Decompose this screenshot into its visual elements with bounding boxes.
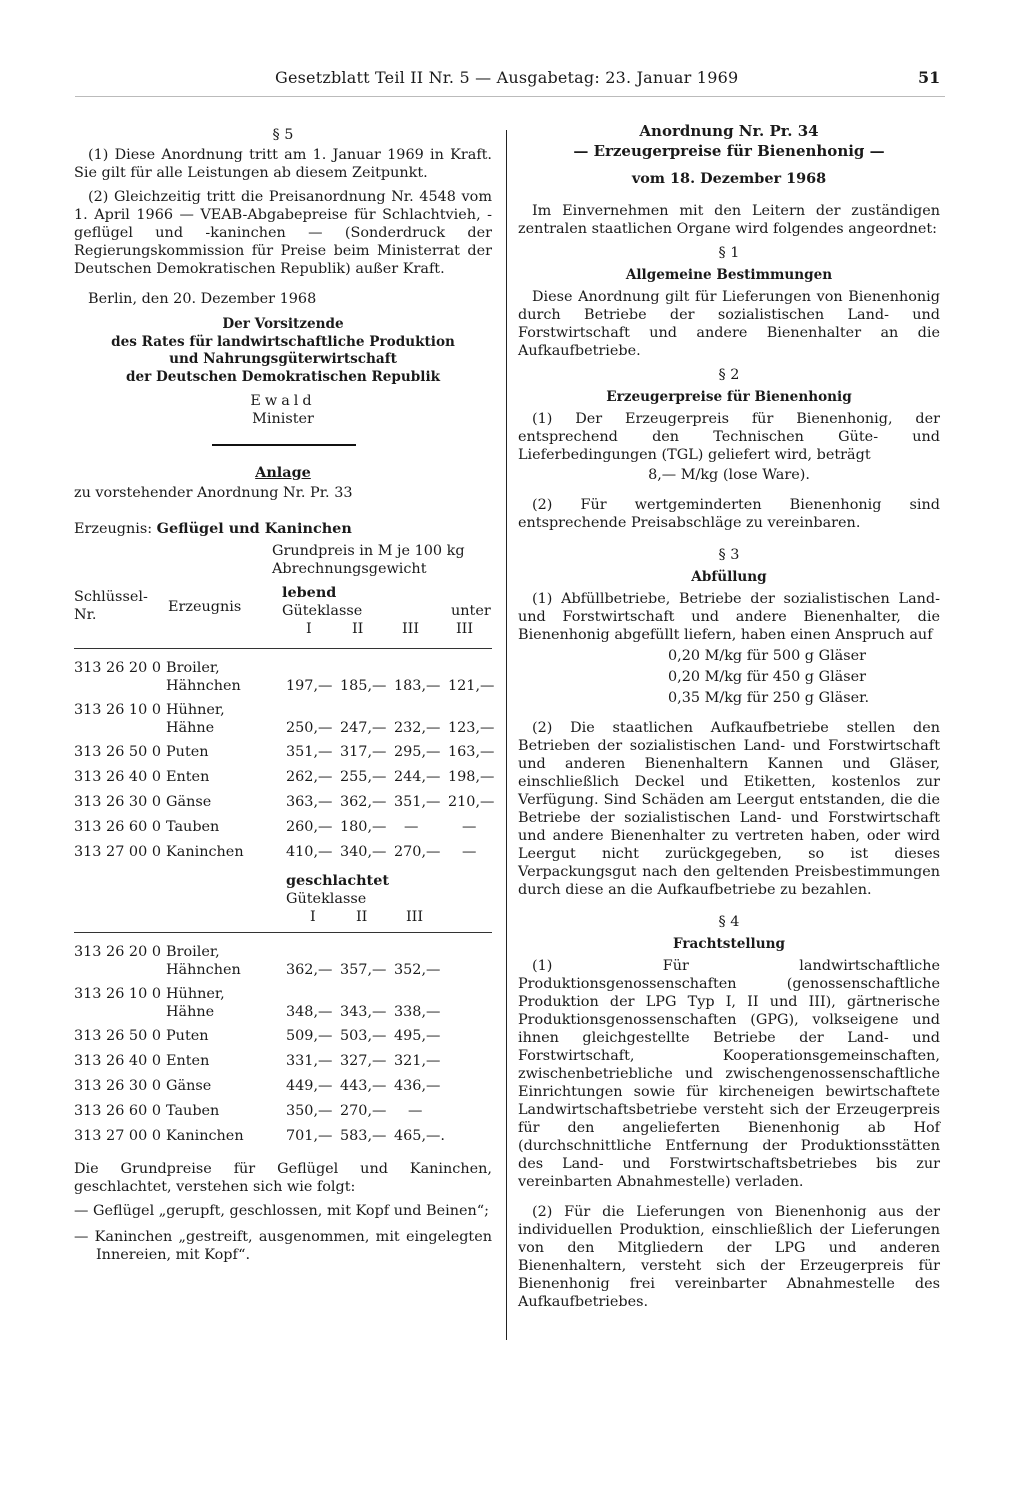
section-4-para-1: (1) Für landwirtschaftliche Produktionsgenossenschaften (genossenschaftliche Produktion der LPG Typ I, II und III), gärtnerische Produktionsgenossenschaften (GPG), volkseigene und ihnen gleichgestellte Betriebe der Land- und Forstwirtschaft, Kooperationsgemeinschaften, zwischenbetriebliche und zwischengenossenschaftliche Einrichtungen sowie für kircheneigen bewirtschaftete Landwirtschaftsbetriebe versteht sich der Erzeugerpreis für den angelieferten Bienenhonig ab Hof (durchschnittliche Entfernung der Produktionsstätten des Land- und Forstwirtschaftsbetriebes bis zur vereinbarten Abnahmestelle) verladen. [518,958,940,1190]
section-2-marker: § 2 [718,367,740,383]
key-number-cell: 313 26 30 0 [74,1078,161,1094]
price-cell: 185,— [340,678,387,694]
product-name-cell: Kaninchen [166,844,244,860]
product-name-cell: Gänse [166,794,212,810]
key-number-cell: 313 26 50 0 [74,1028,161,1044]
th-key-2: Nr. [74,607,97,623]
price-cell: 583,— [340,1128,387,1144]
th-grade-3: III [406,909,424,925]
th-live: lebend [282,584,337,601]
price-cell: 250,— [286,720,333,736]
price-cell: 443,— [340,1078,387,1094]
price-cell: 352,— [394,962,441,978]
signer-title: Minister [252,411,314,427]
live-table-rule [74,648,492,649]
column-divider [506,130,507,1340]
table-row [74,985,492,1027]
page-number: 51 [918,68,941,87]
table-row [74,1077,492,1102]
section-2-para-2: (2) Für wertgeminderten Bienenhonig sind entsprechende Preisabschläge zu vereinbaren. [518,497,940,531]
price-cell: 362,— [340,794,387,810]
product-name-cell: Broiler, [166,660,220,676]
product-name-cell: Hähne [166,720,215,736]
th-grade-1: I [310,909,316,925]
key-number-cell: 313 27 00 0 [74,1128,161,1144]
th-grade-1: I [306,621,312,637]
signature-line-3: und Nahrungsgüterwirtschaft [169,351,397,367]
th-grade-2: II [356,909,368,925]
key-number-cell: 313 26 30 0 [74,794,161,810]
product-name-cell: Puten [166,1028,209,1044]
price-cell: 180,— [340,819,387,835]
table-row [74,1102,492,1127]
price-cell: 247,— [340,720,387,736]
price-cell: 348,— [286,1004,333,1020]
table-row [74,818,492,843]
price-cell: — [404,819,419,835]
slaughtered-table-header [74,872,492,928]
section-4-heading: Frachtstellung [672,936,785,952]
product-name-cell: Broiler, [166,944,220,960]
product-label: Erzeugnis: [74,521,153,537]
signature-block [74,316,492,428]
signature-line-4: der Deutschen Demokratischen Republik [125,368,441,385]
price-cell: 255,— [340,769,387,785]
table-row [74,659,495,701]
table-row [74,1027,492,1052]
key-number-cell: 313 26 10 0 [74,986,161,1002]
price-cell: 317,— [340,744,387,760]
price-cell: 197,— [286,678,333,694]
section-5-para-1: (1) Diese Anordnung tritt am 1. Januar 1969 in Kraft. Sie gilt für alle Leistungen ab diesem Zeitpunkt. [74,147,492,181]
section-3-para-2: (2) Die staatlichen Aufkaufbetriebe stellen den Betrieben der sozialistischen Land- und Forstwirtschaft und anderen Bienenhaltern Kannen und Gläser, einschließlich Deckel und Etiketten, kostenlos zur Verfügung. Sind Schäden am Leergut entstanden, die die Betriebe der sozialistischen Land- und Forstwirtschaft und andere Bienenhalter zu vertreten haben, oder wird Leergut nicht zurückgegeben, so ist dieses Verpackungsgut nach den geltenden Preisbestimmungen durch diese an die Aufkaufbetriebe zu bezahlen. [518,720,940,898]
section-2-heading: Erzeugerpreise für Bienenhonig [606,389,852,405]
price-cell: — [462,819,477,835]
price-cell: 270,— [340,1103,387,1119]
section-5-marker: § 5 [272,127,294,143]
section-1-text: Diese Anordnung gilt für Lieferungen von Bienenhonig durch Betriebe der sozialistischen Land- und Forstwirtschaft und andere Bienenhalter an die Aufkaufbetriebe. [518,289,940,359]
th-grade: Güteklasse [286,891,367,907]
th-under-1: unter [451,603,491,619]
price-cell: 503,— [340,1028,387,1044]
price-cell: 232,— [394,720,441,736]
price-cell: 340,— [340,844,387,860]
price-cell: 198,— [448,769,495,785]
product-value: Geflügel und Kaninchen [156,520,352,537]
price-cell: 183,— [394,678,441,694]
price-cell: 327,— [340,1053,387,1069]
th-key-1: Schlüssel- [74,589,148,605]
product-name-cell: Hähne [166,1004,215,1020]
product-name-cell: Hähnchen [166,678,241,694]
table-row [74,843,492,868]
header-rule [75,96,945,97]
running-header [0,68,1024,94]
price-cell: 163,— [448,744,495,760]
price-cell: 495,— [394,1028,441,1044]
price-cell: 331,— [286,1053,333,1069]
price-cell: 465,—. [394,1128,446,1144]
glass-rate-450: 0,20 M/kg für 450 g Gläser [668,669,867,685]
section-3-marker: § 3 [718,547,740,563]
signer-name: Ewald [250,393,316,409]
price-cell: 210,— [448,794,495,810]
key-number-cell: 313 26 50 0 [74,744,161,760]
base-price-caption-2: Abrechnungsgewicht [272,561,427,577]
live-price-table [74,659,495,868]
order-date: vom 18. Dezember 1968 [631,170,827,187]
order-subtitle: — Erzeugerpreise für Bienenhonig — [573,142,885,160]
price-cell: 262,— [286,769,333,785]
key-number-cell: 313 26 60 0 [74,819,161,835]
price-cell: 449,— [286,1078,333,1094]
section-1-heading: Allgemeine Bestimmungen [625,267,833,283]
key-number-cell: 313 26 40 0 [74,1053,161,1069]
price-cell: 121,— [448,678,495,694]
price-cell: 351,— [286,744,333,760]
signature-line-1: Der Vorsitzende [222,316,344,332]
price-cell: 357,— [340,962,387,978]
price-cell: 260,— [286,819,333,835]
base-price-caption [74,542,492,578]
product-line [74,520,492,538]
price-cell: 244,— [394,769,441,785]
product-name-cell: Enten [166,1053,210,1069]
th-product: Erzeugnis [168,599,242,615]
key-number-cell: 313 26 20 0 [74,660,161,676]
section-3-heading: Abfüllung [691,569,767,585]
price-cell: 509,— [286,1028,333,1044]
running-title: Gesetzblatt Teil II Nr. 5 — Ausgabetag: 23. Januar 1969 [275,68,739,87]
price-cell: 270,— [394,844,441,860]
annex-subtitle: zu vorstehender Anordnung Nr. Pr. 33 [74,485,353,501]
price-cell: 123,— [448,720,495,736]
table-row [74,743,495,768]
product-name-cell: Enten [166,769,210,785]
product-name-cell: Tauben [166,819,220,835]
key-number-cell: 313 26 10 0 [74,702,161,718]
left-column [74,122,495,1362]
table-row [74,1127,492,1152]
live-table-header [74,584,492,644]
price-cell: 338,— [394,1004,441,1020]
price-cell: 436,— [394,1078,441,1094]
price-cell: 363,— [286,794,333,810]
signature-line-2: des Rates für landwirtschaftliche Produktion [111,333,455,350]
intro-paragraph: Im Einvernehmen mit den Leitern der zuständigen zentralen staatlichen Organe wird folgendes angeordnet: [518,203,940,237]
price-cell: 362,— [286,962,333,978]
section-2-para-1: (1) Der Erzeugerpreis für Bienenhonig, der entsprechend den Technischen Güte- und Lieferbedingungen (TGL) geliefert wird, beträgt [518,411,940,463]
section-5-para-2: (2) Gleichzeitig tritt die Preisanordnung Nr. 4548 vom 1. April 1966 — VEAB-Abgabepreise für Schlachtvieh, -geflügel und -kaninchen — (Sonderdruck der Regierungskommission für Preise beim Ministerrat der Deutschen Demokratischen Republik) außer Kraft. [74,189,492,277]
place-date: Berlin, den 20. Dezember 1968 [88,291,317,307]
price-cell: 351,— [394,794,441,810]
table-row [74,768,495,793]
section-3-para-1: (1) Abfüllbetriebe, Betriebe der sozialistischen Land- und Forstwirtschaft und andere Bienenhalter, die Bienenhonig abgefüllt liefern, haben einen Anspruch auf [518,591,940,643]
th-grade-2: II [352,621,364,637]
price-cell: 350,— [286,1103,333,1119]
price-cell: 410,— [286,844,333,860]
th-under-2: III [456,621,474,637]
slaughtered-price-table [74,943,492,1152]
annex-title: Anlage [255,464,311,481]
product-name-cell: Gänse [166,1078,212,1094]
table-row [74,701,495,743]
price-cell: 701,— [286,1128,333,1144]
section-1-marker: § 1 [718,245,740,261]
price-cell: 295,— [394,744,441,760]
base-price-caption-1: Grundpreis in M je 100 kg [272,543,465,559]
dash-item-poultry: — Geflügel „gerupft, geschlossen, mit Kopf und Beinen“; [74,1203,489,1219]
section-4-para-2: (2) Für die Lieferungen von Bienenhonig aus der individuellen Produktion, einschließlich der Lieferungen von den Mitgliedern der LPG und anderen Bienenhaltern, versteht sich der Erzeugerpreis für Bienenhonig frei vereinbarter Abnahmestelle des Aufkaufbetriebes. [518,1204,940,1310]
price-cell: 343,— [340,1004,387,1020]
key-number-cell: 313 26 60 0 [74,1103,161,1119]
product-name-cell: Tauben [166,1103,220,1119]
product-name-cell: Hühner, [166,702,225,718]
th-grade: Güteklasse [282,603,363,619]
closing-paragraph: Die Grundpreise für Geflügel und Kaninchen, geschlachtet, verstehen sich wie folgt: [74,1161,492,1195]
honey-price: 8,— M/kg (lose Ware). [648,467,810,483]
slaughtered-table-rule [74,932,492,933]
th-grade-3: III [402,621,420,637]
right-column [518,122,940,1362]
key-number-cell: 313 26 40 0 [74,769,161,785]
table-row [74,793,495,818]
product-name-cell: Kaninchen [166,1128,244,1144]
glass-rate-500: 0,20 M/kg für 500 g Gläser [668,648,867,664]
separator-rule [212,444,356,446]
table-row [74,943,492,985]
price-cell: — [408,1103,423,1119]
product-name-cell: Puten [166,744,209,760]
order-title: Anordnung Nr. Pr. 34 [639,122,819,140]
table-row [74,1052,492,1077]
price-cell: — [462,844,477,860]
section-4-marker: § 4 [718,914,740,930]
th-slaughtered: geschlachtet [286,872,390,889]
dash-item-rabbits: — Kaninchen „gestreift, ausgenommen, mit eingelegten Innereien, mit Kopf“. [74,1229,492,1263]
glass-rate-250: 0,35 M/kg für 250 g Gläser. [668,690,870,706]
price-cell: 321,— [394,1053,441,1069]
product-name-cell: Hähnchen [166,962,241,978]
key-number-cell: 313 26 20 0 [74,944,161,960]
key-number-cell: 313 27 00 0 [74,844,161,860]
product-name-cell: Hühner, [166,986,225,1002]
